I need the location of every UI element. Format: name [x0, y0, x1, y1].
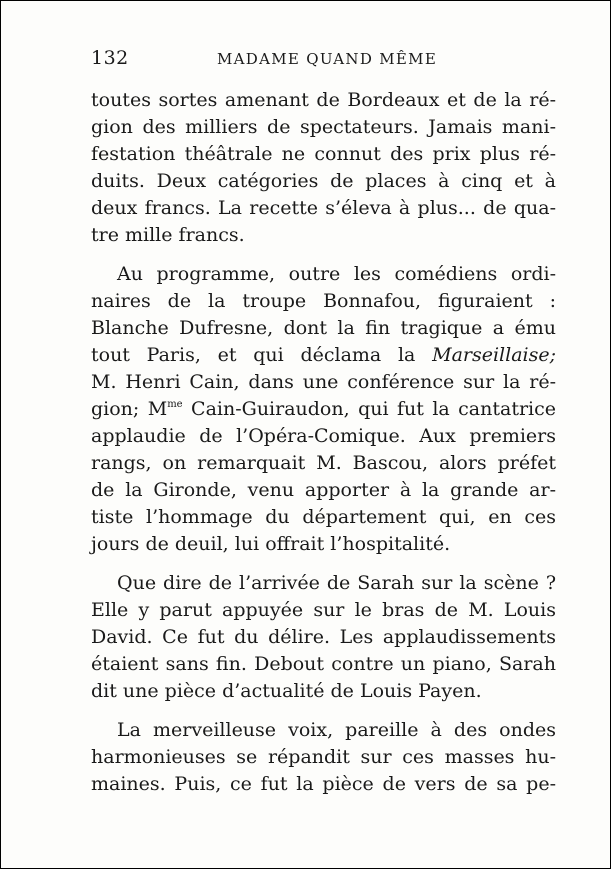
text-line: de la Gironde, venu apporter à la grande ar-	[91, 479, 556, 501]
text-line: Elle y parut appuyée sur le bras de M. Louis	[91, 599, 556, 621]
paragraph	[91, 570, 556, 705]
text-line	[91, 396, 556, 423]
text-line: jours de deuil, lui offrait l’hospitalité.	[91, 533, 451, 555]
text-line: festation théâtrale ne connut des prix plus ré-	[91, 143, 556, 165]
text-line: tiste l’hommage du département qui, en ces	[91, 506, 556, 528]
text-line: deux francs. La recette s’éleva à plus... de qua-	[91, 197, 556, 219]
page-number: 132	[91, 47, 129, 69]
text-line: Blanche Dufresne, dont la fin tragique a ému	[91, 317, 556, 339]
text-line: naires de la troupe Bonnafou, figuraient :	[91, 290, 556, 312]
page-header	[91, 47, 556, 75]
running-title: MADAME QUAND MÊME	[217, 50, 438, 68]
text-line: David. Ce fut du délire. Les applaudissements	[91, 626, 556, 648]
italic-title: Marseillaise;	[432, 344, 556, 366]
paragraph	[91, 87, 556, 249]
paragraph	[91, 261, 556, 558]
text-line: Que dire de l’arrivée de Sarah sur la scène ?	[117, 572, 556, 594]
text-line: rangs, on remarquait M. Bascou, alors préfet	[91, 452, 556, 474]
text-run: tout Paris, et qui déclama la	[91, 344, 433, 366]
text-line: duits. Deux catégories de places à cinq et à	[91, 170, 556, 192]
text-line: harmonieuses se répandit sur ces masses hu-	[91, 746, 556, 768]
superscript: me	[167, 399, 183, 410]
text-run: gion; M	[91, 398, 168, 420]
text-line: M. Henri Cain, dans une conférence sur la ré-	[91, 371, 556, 393]
text-line: étaient sans fin. Debout contre un piano, Sarah	[91, 653, 556, 675]
text-line: applaudie de l’Opéra-Comique. Aux premiers	[91, 425, 556, 447]
text-line: La merveilleuse voix, pareille à des ondes	[117, 719, 556, 741]
text-line: toutes sortes amenant de Bordeaux et de la ré-	[91, 89, 556, 111]
text-line: maines. Puis, ce fut la pièce de vers de sa pe-	[91, 773, 556, 795]
text-line: gion des milliers de spectateurs. Jamais mani-	[91, 116, 556, 138]
paragraph	[91, 717, 556, 798]
text-line: Au programme, outre les comédiens ordi-	[117, 263, 556, 285]
text-line	[91, 342, 556, 369]
text-line: tre mille francs.	[91, 224, 245, 246]
text-run: Cain-Guiraudon, qui fut la cantatrice	[182, 398, 556, 420]
body-text	[91, 87, 556, 798]
text-line: dit une pièce d’actualité de Louis Payen.	[91, 680, 482, 702]
